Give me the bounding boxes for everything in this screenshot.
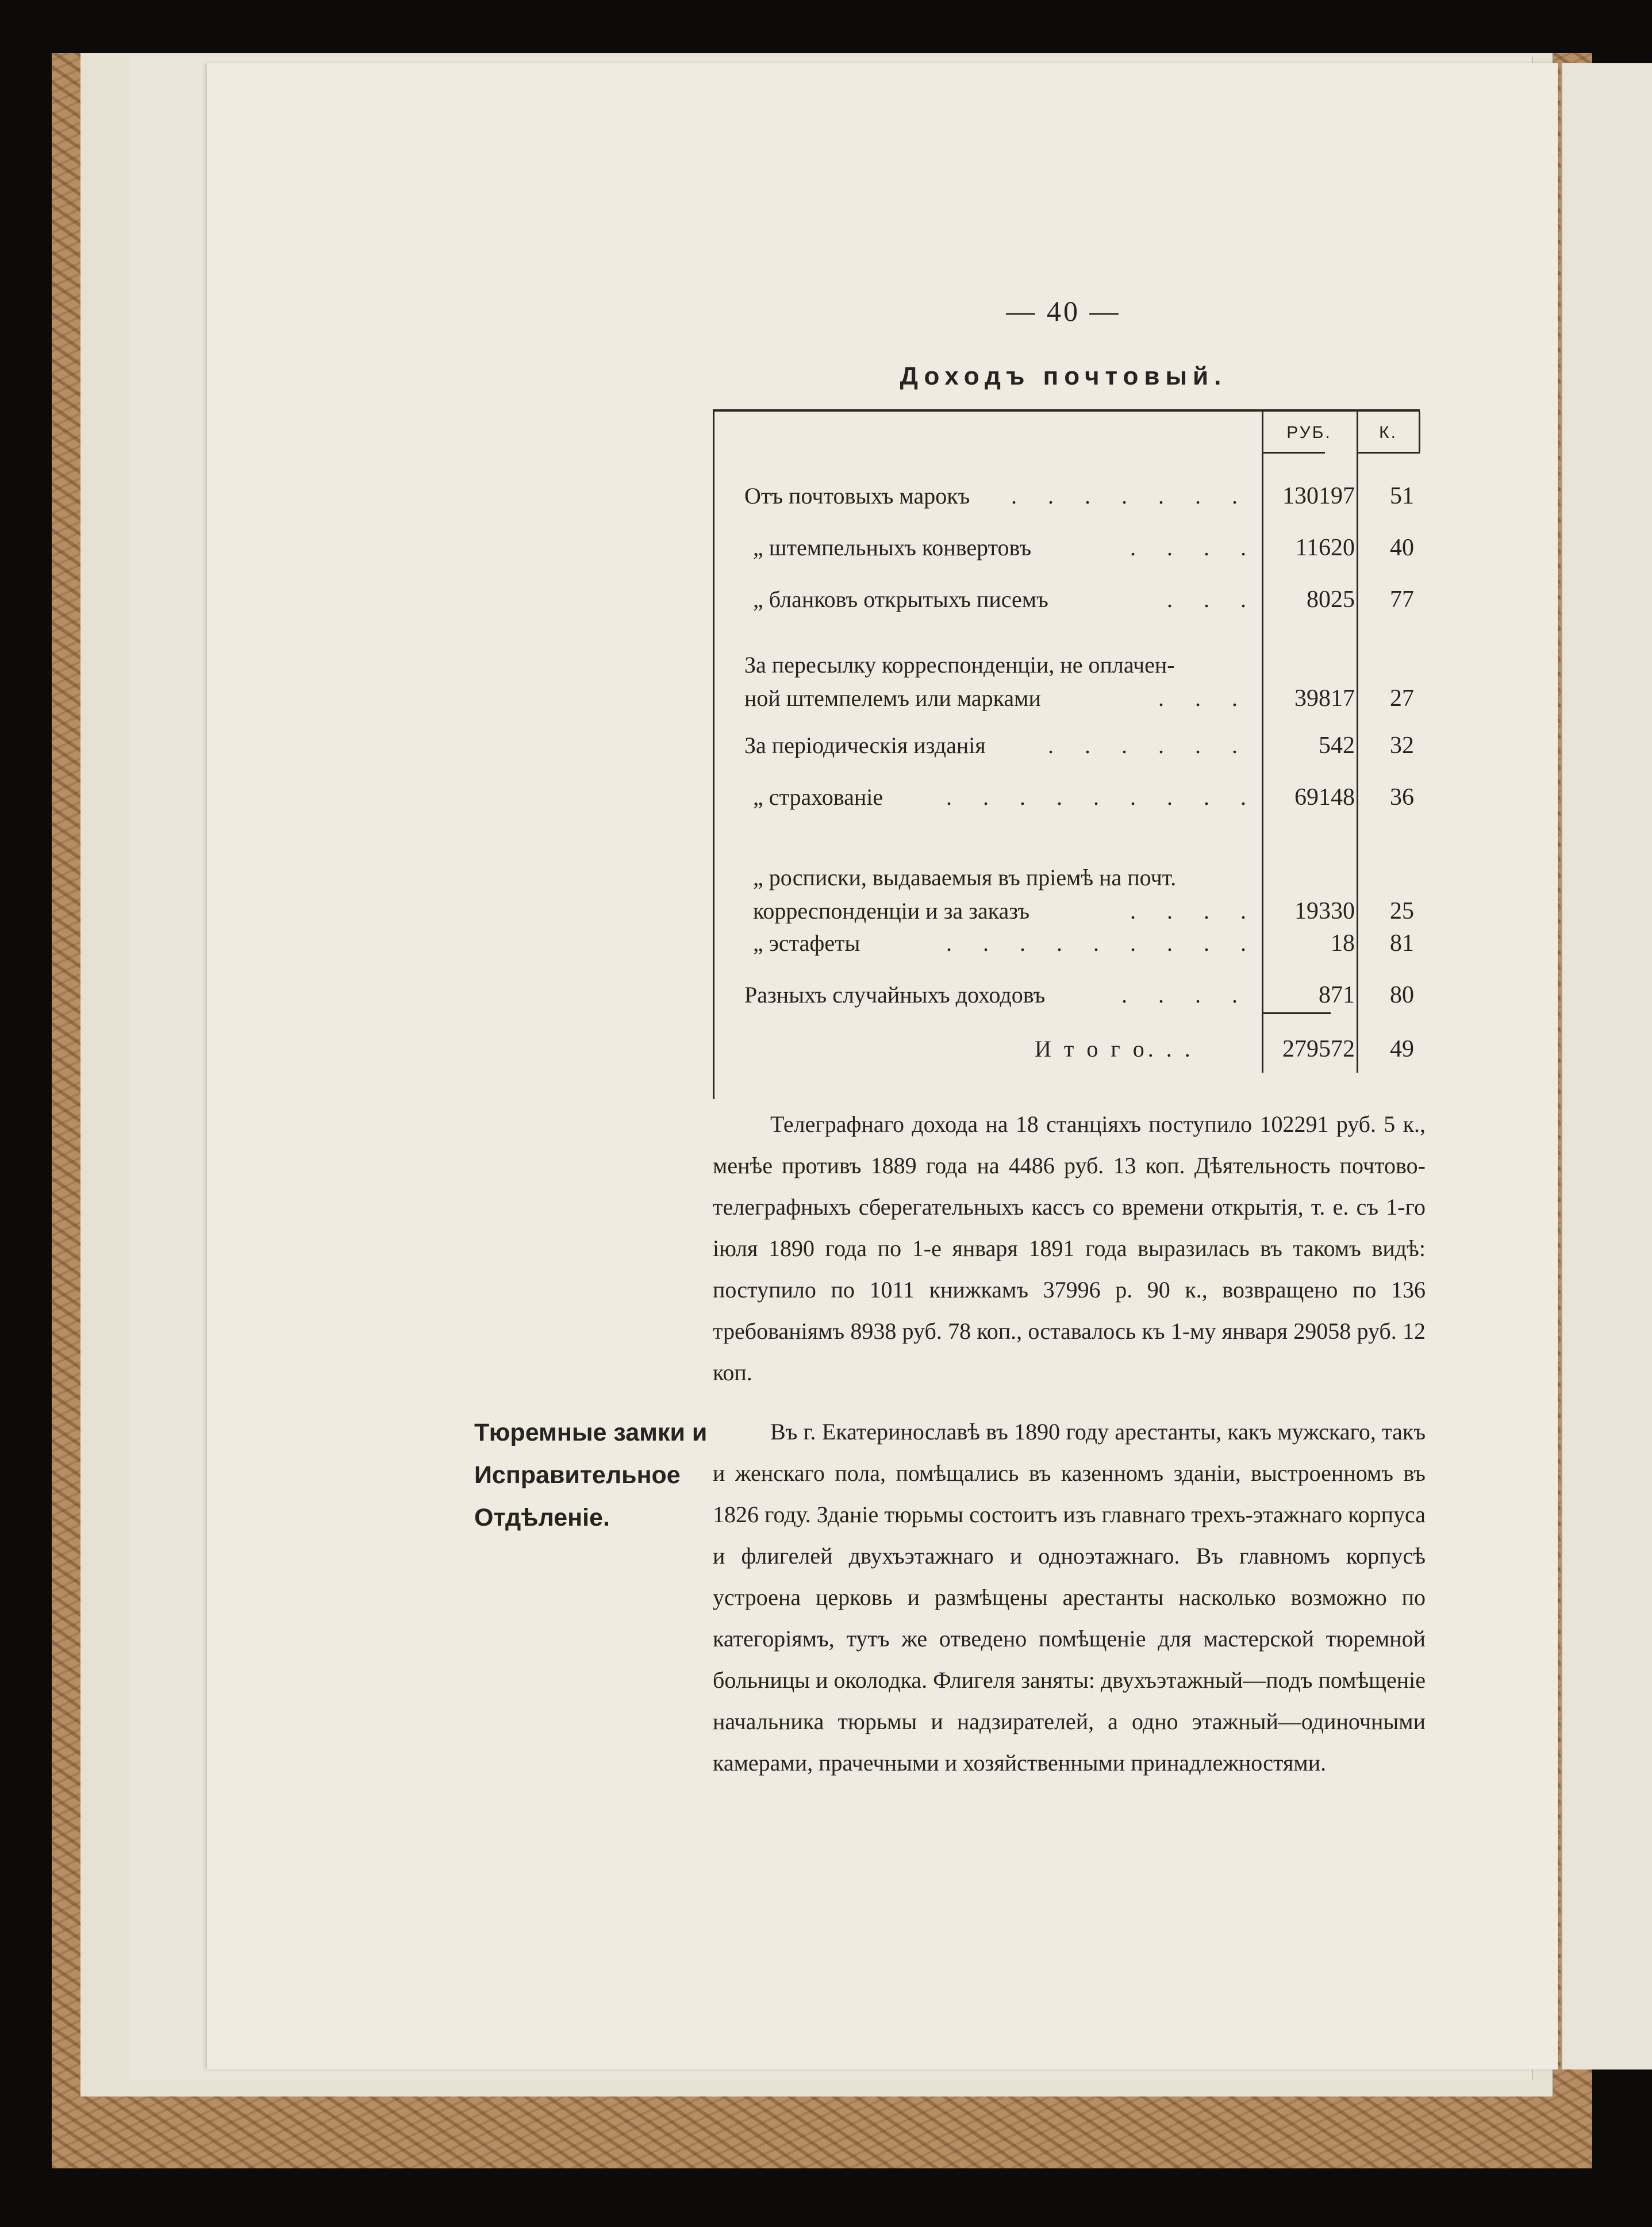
leader-dots: . . .	[1158, 685, 1250, 711]
row-label-text: „ эстафеты	[753, 930, 860, 956]
row-label-continuation: корреспонденціи и за заказъ	[753, 898, 1030, 924]
row-label	[744, 648, 1250, 715]
leader-dots: . . .	[1167, 586, 1259, 612]
kopecks-value: 51	[1390, 483, 1414, 509]
row-label-text: За пересылку корреспонденціи, не оплачен-	[744, 652, 1175, 678]
row-label	[744, 729, 1250, 762]
revenue-table	[713, 409, 1420, 1099]
kopecks-value: 77	[1390, 586, 1414, 613]
leader-dots: . . . . . . .	[1011, 483, 1250, 509]
rubles-value: 19330	[1294, 898, 1355, 924]
row-label-text: „ росписки, выдаваемыя въ пріемѣ на почт.	[753, 865, 1177, 890]
rubles-value: 69148	[1294, 784, 1355, 811]
leader-dots: . . . .	[1130, 898, 1259, 924]
section-side-heading: Тюремные замки и Исправительное Отдѣленіе.	[474, 1419, 708, 1531]
row-label	[744, 978, 1250, 1012]
row-label	[753, 531, 1259, 565]
leader-dots: . . . .	[1121, 982, 1250, 1008]
rubles-value: 11620	[1295, 535, 1355, 561]
total-label: И т о г о. . .	[1035, 1036, 1194, 1062]
rubles-value: 871	[1319, 982, 1355, 1008]
kopecks-value: 32	[1390, 732, 1414, 759]
leader-dots: . . . . . . . . .	[946, 930, 1259, 956]
rubles-value: 542	[1319, 732, 1355, 759]
row-label-text: „ бланковъ открытыхъ писемъ	[753, 586, 1048, 612]
leader-dots: . . . . . . . . .	[946, 784, 1259, 810]
row-label-text: Разныхъ случайныхъ доходовъ	[744, 982, 1046, 1008]
total-rubles: 279572	[1282, 1036, 1355, 1062]
kopecks-value: 81	[1390, 930, 1414, 957]
table-title: Доходъ почтовый.	[900, 362, 1227, 390]
kop-column-header: К.	[1379, 423, 1397, 442]
row-label	[753, 781, 1259, 814]
kopecks-value: 25	[1390, 898, 1414, 924]
table-left-rule	[713, 412, 714, 1099]
rubles-value: 18	[1331, 930, 1355, 957]
page-number: — 40 —	[1006, 295, 1121, 327]
rubles-value: 130197	[1282, 483, 1355, 509]
prison-paragraph: Въ г. Екатеринославѣ въ 1890 году арестанты, какъ мужскаго, такъ и женскаго пола, помѣщались въ казенномъ зданіи, выстроенномъ въ 1826 году. Зданіе тюрьмы состоитъ изъ главнаго трехъ-этажнаго корпуса и флигелей двухъэтажнаго и одноэтажнаго. Въ главномъ корпусѣ устроена церковь и размѣщены арестанты насколько возможно по категоріямъ, тутъ же отведено помѣщеніе для мастерской тюремной больницы и околодка. Флигеля заняты: двухъэтажный—подъ помѣщеніе начальника тюрьмы и надзирателей, а одно этажный—одиночными камерами, прачечными и хозяйственными принадлежностями.	[713, 1419, 1426, 1776]
row-label-text: Отъ почтовыхъ марокъ	[744, 483, 970, 509]
total-rule	[1262, 1012, 1331, 1014]
kopecks-value: 27	[1390, 685, 1414, 712]
facing-page-edge	[1561, 63, 1652, 2069]
rub-column-header: РУБ.	[1286, 423, 1332, 442]
kop-header-rule	[1357, 452, 1420, 454]
rubles-value: 39817	[1294, 685, 1355, 712]
row-label-text: За періодическія изданія	[744, 732, 986, 758]
kopecks-value: 80	[1390, 982, 1414, 1008]
rub-header-rule	[1262, 452, 1325, 454]
row-label-text: „ страхованіе	[753, 784, 883, 810]
row-label	[753, 861, 1259, 928]
telegraph-paragraph: Телеграфнаго дохода на 18 станціяхъ поступило 102291 руб. 5 к., менѣе противъ 1889 года на 4486 руб. 13 коп. Дѣятельность почтово-телеграфныхъ сберегательныхъ кассъ со времени открытія, т. е. съ 1-го іюля 1890 года по 1-е января 1891 года выразилась въ такомъ видѣ: поступило по 1011 книжкамъ 37996 р. 90 к., возвращено по 136 требованіямъ 8938 руб. 78 коп., оставалось къ 1-му января 29058 руб. 12 коп.	[713, 1111, 1426, 1385]
rubles-value: 8025	[1307, 586, 1355, 613]
kopecks-value: 40	[1390, 535, 1414, 561]
row-label	[753, 583, 1259, 616]
row-label-text: „ штемпельныхъ конвертовъ	[753, 535, 1032, 560]
total-kopecks: 49	[1390, 1036, 1414, 1062]
row-label	[753, 927, 1259, 960]
row-label-continuation: ной штемпелемъ или марками	[744, 685, 1041, 711]
leader-dots: . . . . . .	[1048, 732, 1250, 758]
leader-dots: . . . .	[1130, 535, 1259, 560]
row-label	[744, 479, 1250, 513]
kopecks-value: 36	[1390, 784, 1414, 811]
